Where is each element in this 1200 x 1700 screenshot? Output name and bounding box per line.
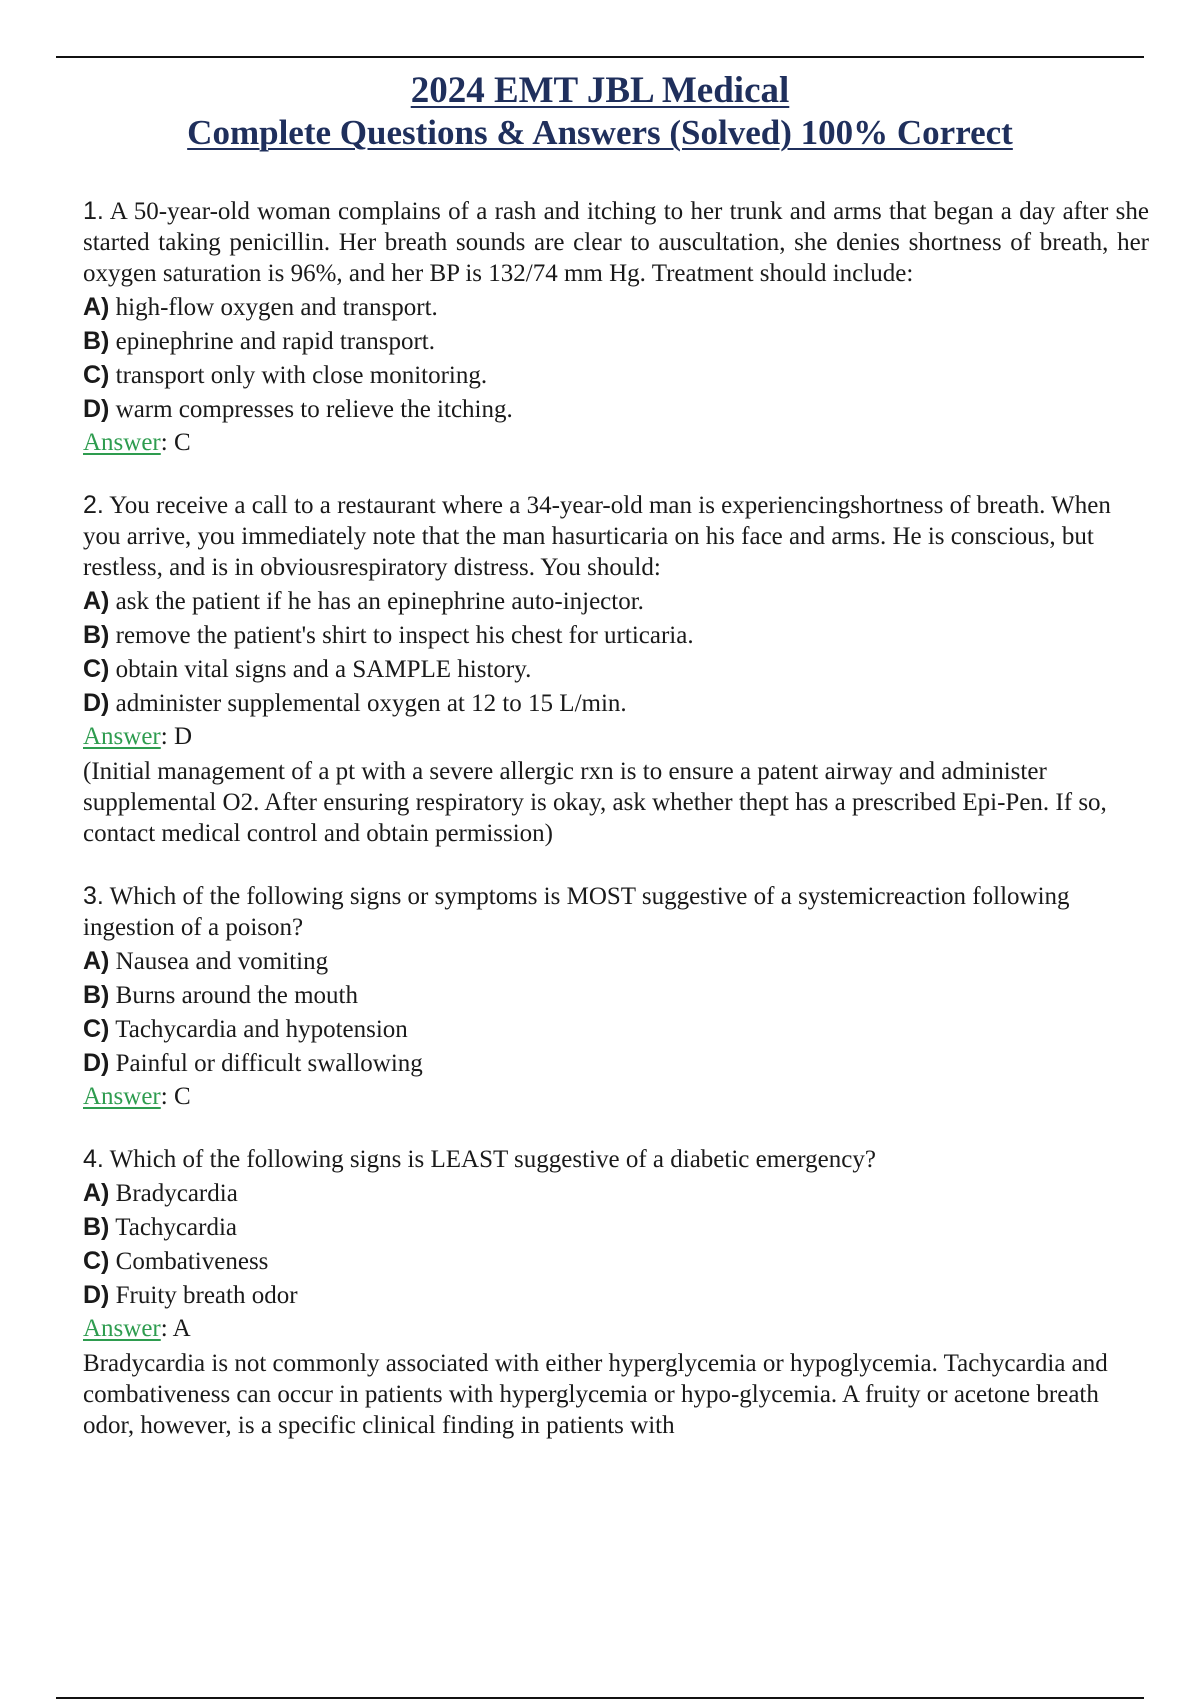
option-c: C) Combativeness — [83, 1247, 269, 1275]
question-number: 2. — [83, 491, 104, 519]
answer-value: : A — [160, 1315, 191, 1342]
question-number: 4. — [83, 1145, 104, 1173]
question-number: 3. — [83, 882, 104, 910]
answer-label: Answer — [83, 1315, 161, 1342]
option-d: D) Painful or difficult swallowing — [83, 1049, 423, 1077]
answer-label: Answer — [83, 1083, 161, 1110]
question-stem: A 50-year-old woman complains of a rash and itching to her trunk and arms that began a day after she started taking penicillin. Her breath sounds are clear to auscultation, she denies shortness of breath, her oxygen saturation is 96%, and her BP is 132/74 mm Hg. Treatment should include: — [83, 198, 1149, 287]
answer-line — [83, 1081, 1149, 1112]
option-d: D) Fruity breath odor — [83, 1281, 298, 1309]
answer-explanation: Bradycardia is not commonly associated with either hyperglycemia or hypoglycemia. Tachycardia and combativeness can occur in patients with hyperglycemia or hypo-glycemia. A fruity or acetone breath odor, however, is a specific clinical finding in patients with — [83, 1350, 1108, 1439]
option-d: D) administer supplemental oxygen at 12 to 15 L/min. — [83, 689, 627, 717]
option-c: C) Tachycardia and hypotension — [83, 1015, 408, 1043]
document-subtitle: Complete Questions & Answers (Solved) 100% Correct — [187, 113, 1013, 152]
option-a: A) Bradycardia — [83, 1179, 238, 1207]
option-a: A) Nausea and vomiting — [83, 947, 329, 975]
question-stem: Which of the following signs or symptoms is MOST suggestive of a systemicreaction following ingestion of a poison? — [83, 883, 1070, 941]
question-text — [83, 490, 1149, 583]
question-stem: You receive a call to a restaurant where a 34-year-old man is experiencingshortness of breath. When you arrive, you immediately note that the man hasurticaria on his face and arms. He is conscious, but restless, and is in obviousrespiratory distress. You should: — [83, 492, 1111, 581]
answer-value: : C — [160, 1083, 191, 1110]
answer-line — [83, 721, 1149, 752]
answer-line — [83, 1313, 1149, 1344]
document-header — [0, 70, 1200, 154]
option-b: B) remove the patient's shirt to inspect his chest for urticaria. — [83, 621, 694, 649]
option-c: C) transport only with close monitoring. — [83, 361, 488, 389]
answer-value: : C — [160, 429, 191, 456]
option-d: D) warm compresses to relieve the itching. — [83, 395, 513, 423]
question-2 — [83, 490, 1149, 849]
option-a: A) ask the patient if he has an epinephrine auto-injector. — [83, 587, 644, 615]
answer-line — [83, 427, 1149, 458]
question-4 — [83, 1144, 1149, 1441]
question-stem: Which of the following signs is LEAST suggestive of a diabetic emergency? — [109, 1146, 876, 1173]
option-a: A) high-flow oxygen and transport. — [83, 293, 438, 321]
option-b: B) Tachycardia — [83, 1213, 237, 1241]
option-c: C) obtain vital signs and a SAMPLE history. — [83, 655, 532, 683]
option-b: B) Burns around the mouth — [83, 981, 358, 1009]
question-number: 1. — [83, 197, 104, 225]
answer-value: : D — [160, 723, 193, 750]
document-title: 2024 EMT JBL Medical — [410, 70, 790, 111]
question-text — [83, 1144, 1149, 1175]
question-text — [83, 881, 1149, 943]
top-divider — [56, 56, 1144, 58]
answer-label: Answer — [83, 429, 161, 456]
bottom-divider — [56, 1697, 1144, 1699]
question-3 — [83, 881, 1149, 1112]
answer-label: Answer — [83, 723, 161, 750]
question-1 — [83, 196, 1149, 458]
option-b: B) epinephrine and rapid transport. — [83, 327, 435, 355]
answer-explanation: (Initial management of a pt with a severe allergic rxn is to ensure a patent airway and administer supplemental O2. After ensuring respiratory is okay, ask whether thept has a prescribed Epi-Pen. If so, contact medical control and obtain permission) — [83, 758, 1107, 847]
questions-list — [83, 196, 1149, 1473]
question-text — [83, 196, 1149, 289]
